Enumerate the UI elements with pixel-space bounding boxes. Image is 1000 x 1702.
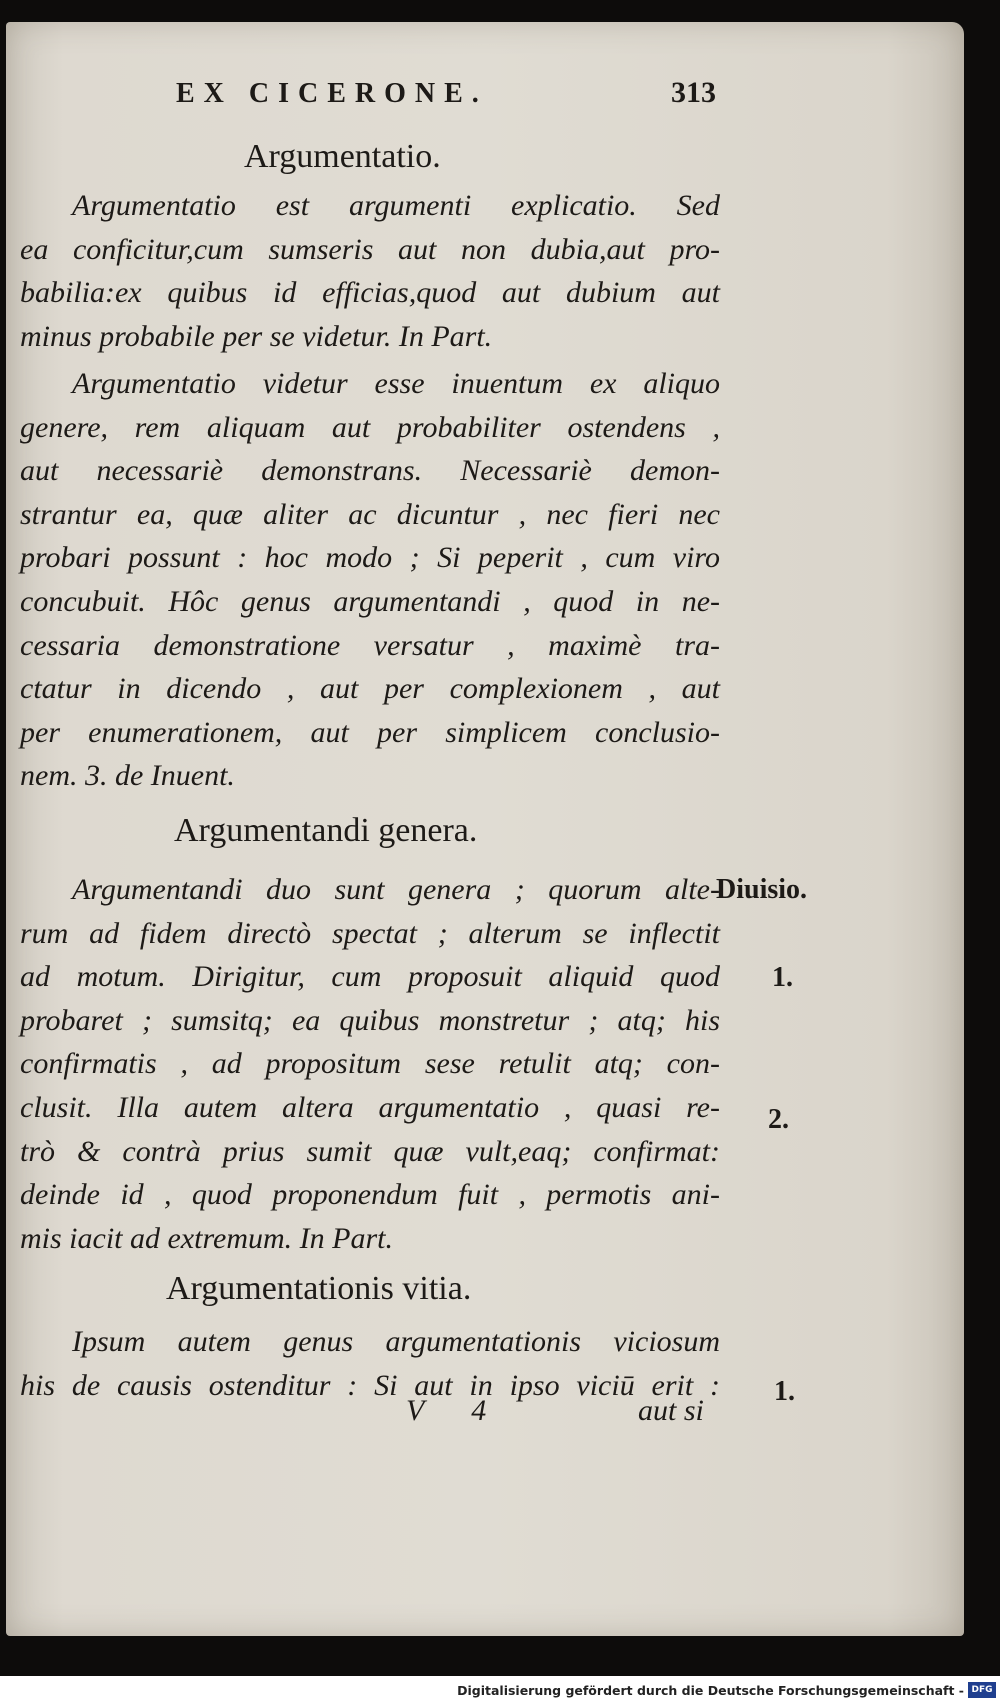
text-line: babilia:ex quibus id efficias,quod aut dubium aut (20, 276, 720, 310)
page-header (176, 78, 716, 122)
book-page (6, 22, 964, 1636)
margin-note-one-b: 1. (774, 1376, 795, 1407)
text-line: nem. 3. de Inuent. (20, 759, 235, 793)
footer-bar (0, 1676, 1000, 1702)
text-line: clusit. Illa autem altera argumentatio , quasi re- (20, 1090, 720, 1124)
paragraph (20, 184, 720, 358)
text-line: rum ad fidem directò spectat ; alterum se inflectit (20, 916, 720, 950)
text-line: ea conficitur,cum sumseris aut non dubia,aut pro- (20, 232, 720, 266)
text-line: Argumentatio videtur esse inuentum ex aliquo (72, 367, 720, 400)
text-line: ctatur in dicendo , aut per complexionem , aut (20, 672, 720, 706)
text-line: strantur ea, quæ aliter ac dicuntur , nec fieri nec (20, 497, 720, 531)
text-line: probaret ; sumsitq; ea quibus monstretur ; atq; his (20, 1003, 720, 1037)
text-line: cessaria demonstratione versatur , maximè tra- (20, 628, 720, 662)
text-line: confirmatis , ad propositum sese retulit atq; con- (20, 1047, 720, 1081)
paragraph (20, 868, 720, 1260)
text-line: Argumentandi duo sunt genera ; quorum alte- (72, 873, 720, 906)
text-line: trò & contrà prius sumit quæ vult,eaq; confirmat: (20, 1134, 720, 1168)
margin-note-divisio: Diuisio. (716, 874, 808, 905)
text-line: deinde id , quod proponendum fuit , permotis ani- (20, 1178, 720, 1212)
text-line: probari possunt : hoc modo ; Si peperit , cum viro (20, 541, 720, 575)
text-line: aut necessariè demonstrans. Necessariè demon- (20, 454, 720, 488)
section-heading-argumentatio: Argumentatio. (244, 138, 441, 175)
text-line: minus probabile per se videtur. In Part. (20, 319, 493, 353)
section-heading-argumentationis-vitia: Argumentationis vitia. (166, 1270, 472, 1307)
dfg-logo-icon: DFG (968, 1682, 996, 1698)
digitization-credit: Digitalisierung gefördert durch die Deutsche Forschungsgemeinschaft - (457, 1683, 964, 1698)
text-line: concubuit. Hôc genus argumentandi , quod in ne- (20, 584, 720, 618)
paragraph (20, 1320, 720, 1407)
text-line: his de causis ostenditur : Si aut in ipso viciū erit : (20, 1368, 720, 1402)
text-line: ad motum. Dirigitur, cum proposuit aliquid quod (20, 960, 720, 994)
text-line: per enumerationem, aut per simplicem conclusio- (20, 715, 720, 749)
running-title: EX CICERONE. (176, 78, 488, 109)
paragraph (20, 362, 720, 798)
catchword: aut si (638, 1394, 704, 1427)
text-line: genere, rem aliquam aut probabiliter ostendens , (20, 410, 720, 444)
margin-note-two: 2. (768, 1104, 789, 1135)
margin-note-one: 1. (772, 962, 793, 993)
page-number: 313 (671, 76, 716, 109)
section-heading-argumentandi-genera: Argumentandi genera. (174, 812, 478, 849)
text-line: Argumentatio est argumenti explicatio. Sed (72, 189, 720, 222)
text-line: Ipsum autem genus argumentationis viciosum (72, 1325, 720, 1358)
signature-mark: V 4 (406, 1394, 507, 1427)
text-line: mis iacit ad extremum. In Part. (20, 1221, 393, 1255)
